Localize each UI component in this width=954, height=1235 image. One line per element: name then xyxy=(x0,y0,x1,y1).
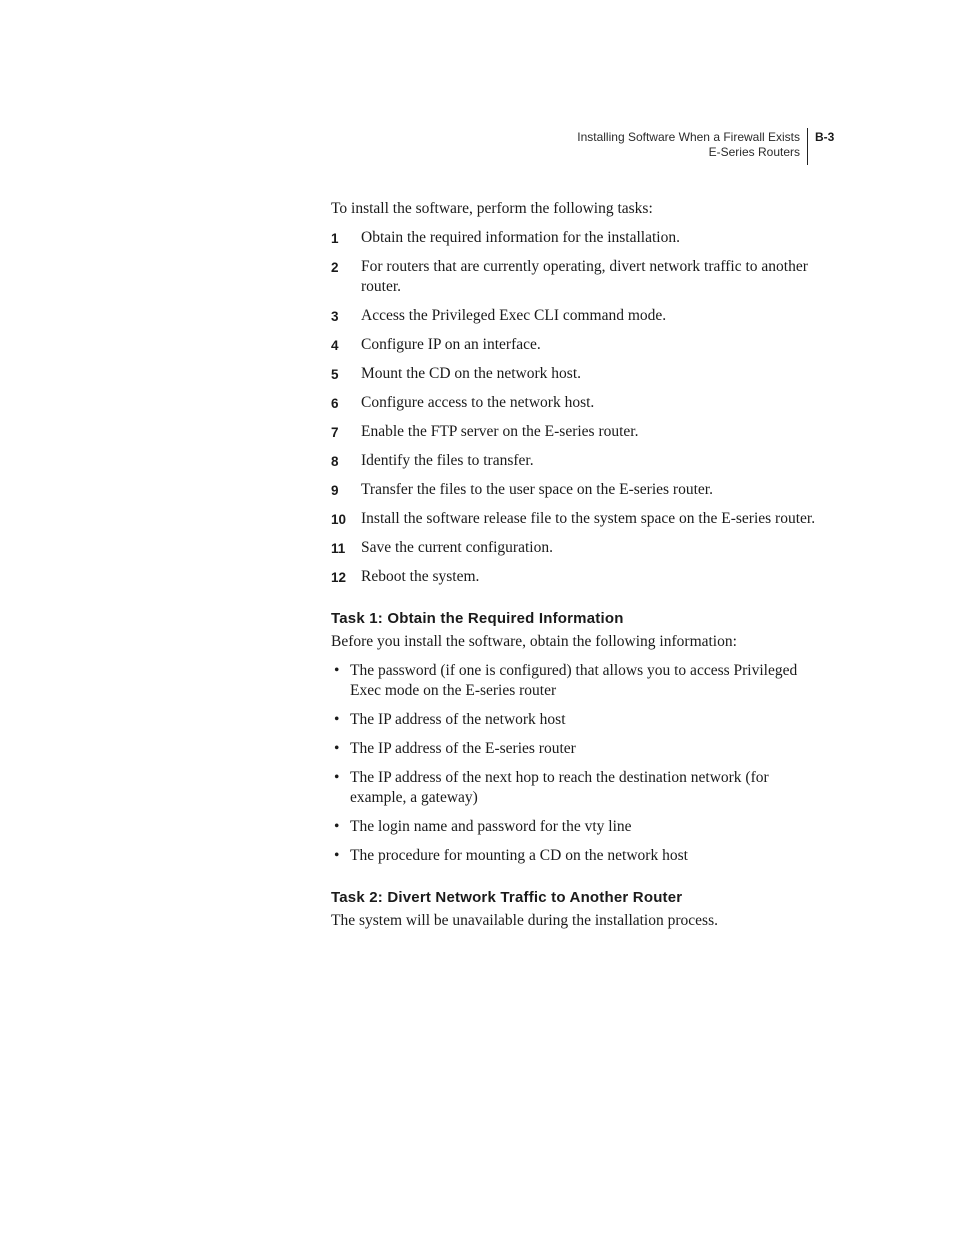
step-text: Enable the FTP server on the E-series router. xyxy=(361,423,639,440)
step-text: Access the Privileged Exec CLI command mode. xyxy=(361,307,667,324)
bullet-text: The IP address of the E-series router xyxy=(350,740,576,757)
bullet-icon: • xyxy=(334,847,340,864)
bullet-item xyxy=(331,710,821,730)
step-number: 1 xyxy=(331,231,339,246)
step-number: 10 xyxy=(331,512,347,527)
task2-heading: Task 2: Divert Network Traffic to Another Router xyxy=(331,889,683,906)
step-item xyxy=(331,257,821,297)
intro-text: To install the software, perform the following tasks: xyxy=(331,200,653,217)
header-chapter-title: Installing Software When a Firewall Exists xyxy=(577,130,800,144)
bullet-item xyxy=(331,817,821,837)
step-text: Save the current configuration. xyxy=(361,539,553,556)
page-number: B-3 xyxy=(815,130,835,144)
bullet-item xyxy=(331,846,821,866)
task1-intro: Before you install the software, obtain the following information: xyxy=(331,633,737,650)
bullet-text: The password (if one is configured) that allows you to access Privileged Exec mode on the E-series router xyxy=(350,662,798,699)
step-number: 5 xyxy=(331,367,339,382)
bullet-item xyxy=(331,768,821,808)
step-number: 9 xyxy=(331,483,339,498)
step-text: Mount the CD on the network host. xyxy=(361,365,581,382)
header-section-title: E-Series Routers xyxy=(708,145,800,159)
step-number: 4 xyxy=(331,338,339,353)
step-text: Install the software release file to the system space on the E-series router. xyxy=(361,510,816,527)
step-text: Configure access to the network host. xyxy=(361,394,595,411)
step-item xyxy=(331,364,821,384)
step-item xyxy=(331,538,821,558)
bullet-text: The IP address of the network host xyxy=(350,711,566,728)
bullet-item xyxy=(331,739,821,759)
step-number: 12 xyxy=(331,570,347,585)
step-text: Identify the files to transfer. xyxy=(361,452,534,469)
step-number: 11 xyxy=(331,541,346,556)
step-text: Transfer the files to the user space on the E-series router. xyxy=(361,481,713,498)
bullet-text: The procedure for mounting a CD on the network host xyxy=(350,847,688,864)
step-number: 8 xyxy=(331,454,339,469)
bullet-icon: • xyxy=(334,662,340,679)
page-content xyxy=(331,199,821,940)
step-number: 2 xyxy=(331,260,339,275)
step-item xyxy=(331,509,821,529)
step-item xyxy=(331,306,821,326)
task-steps-list xyxy=(331,228,821,587)
step-number: 6 xyxy=(331,396,339,411)
task2-text: The system will be unavailable during the installation process. xyxy=(331,912,718,929)
step-item xyxy=(331,480,821,500)
bullet-icon: • xyxy=(334,818,340,835)
step-text: Reboot the system. xyxy=(361,568,480,585)
bullet-icon: • xyxy=(334,711,340,728)
task1-bullet-list xyxy=(331,661,821,866)
bullet-item xyxy=(331,661,821,701)
step-item xyxy=(331,335,821,355)
step-text: Obtain the required information for the installation. xyxy=(361,229,680,246)
step-number: 7 xyxy=(331,425,339,440)
bullet-text: The IP address of the next hop to reach the destination network (for example, a gateway) xyxy=(350,769,769,806)
bullet-icon: • xyxy=(334,740,340,757)
step-item xyxy=(331,422,821,442)
header-divider xyxy=(807,128,808,165)
step-text: For routers that are currently operating, divert network traffic to another router. xyxy=(361,258,808,295)
step-text: Configure IP on an interface. xyxy=(361,336,541,353)
step-item xyxy=(331,451,821,471)
running-header xyxy=(560,130,800,160)
bullet-icon: • xyxy=(334,769,340,786)
bullet-text: The login name and password for the vty line xyxy=(350,818,632,835)
step-item xyxy=(331,393,821,413)
task1-heading: Task 1: Obtain the Required Information xyxy=(331,610,624,627)
step-item xyxy=(331,567,821,587)
step-number: 3 xyxy=(331,309,339,324)
step-item xyxy=(331,228,821,248)
